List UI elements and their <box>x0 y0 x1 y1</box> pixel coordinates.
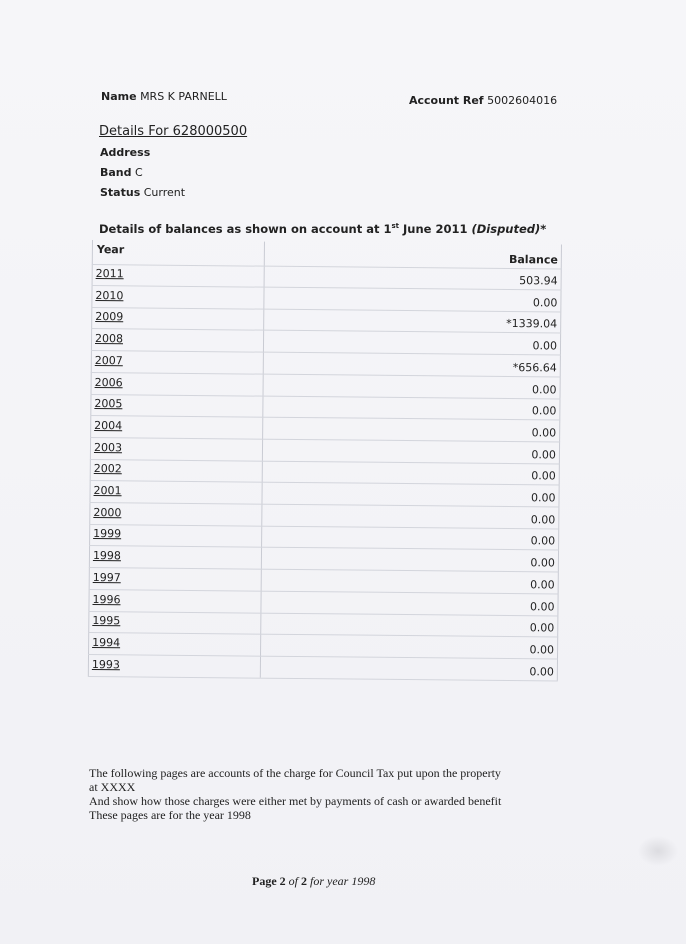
year-cell[interactable]: 2000 <box>93 505 122 519</box>
account-reference: Account Ref 5002604016 <box>409 94 558 107</box>
year-cell[interactable]: 2005 <box>94 397 123 411</box>
year-cell[interactable]: 2002 <box>93 462 122 476</box>
balance-cell: 0.00 <box>531 426 557 440</box>
note-line: The following pages are accounts of the charge for Council Tax put upon the property <box>89 766 501 780</box>
year-cell[interactable]: 2004 <box>94 418 123 433</box>
balance-cell: 0.00 <box>530 556 555 570</box>
balance-cell: 0.00 <box>530 491 556 505</box>
year-cell[interactable]: 2008 <box>94 332 124 346</box>
balance-cell: 0.00 <box>529 599 555 613</box>
balance-cell: 0.00 <box>532 382 557 396</box>
balance-cell: *656.64 <box>512 360 557 375</box>
address-field: Address <box>100 146 151 159</box>
year-column-header: Year <box>96 243 125 257</box>
balance-cell: 0.00 <box>530 578 555 592</box>
year-cell[interactable]: 2003 <box>93 440 123 454</box>
note-line: at XXXX <box>89 780 136 794</box>
year-cell[interactable]: 2009 <box>95 310 124 324</box>
year-cell[interactable]: 1998 <box>92 549 122 563</box>
scan-smudge <box>638 836 678 866</box>
balance-cell: 0.00 <box>532 295 558 310</box>
balance-cell: 0.00 <box>531 404 557 418</box>
balance-column-header: Balance <box>508 253 558 267</box>
explanatory-note <box>89 766 569 822</box>
band-field: Band C <box>100 166 143 179</box>
page-footer: Page 2 of 2 for year 1998 <box>252 874 376 888</box>
customer-name: Name MRS K PARNELL <box>101 90 227 103</box>
details-title: Details For 628000500 <box>99 124 248 139</box>
year-cell[interactable]: 2011 <box>95 267 124 281</box>
balance-cell: 503.94 <box>519 274 558 288</box>
year-cell[interactable]: 2001 <box>93 484 122 498</box>
year-cell[interactable]: 1995 <box>92 614 121 628</box>
balance-cell: 0.00 <box>530 512 556 527</box>
year-cell[interactable]: 1994 <box>92 635 121 650</box>
table-row <box>88 655 558 682</box>
status-field: Status Current <box>100 186 186 199</box>
balance-cell: *1339.04 <box>506 317 558 331</box>
year-cell[interactable]: 2010 <box>95 288 124 302</box>
year-cell[interactable]: 1997 <box>92 570 121 585</box>
year-cell[interactable]: 2006 <box>94 375 123 389</box>
year-cell[interactable]: 1999 <box>93 527 122 541</box>
balance-cell: 0.00 <box>532 339 558 353</box>
year-cell[interactable]: 2007 <box>94 353 123 368</box>
balance-cell: 0.00 <box>530 534 556 548</box>
balance-cell: 0.00 <box>531 447 557 462</box>
balance-cell: 0.00 <box>529 621 555 635</box>
balance-cell: 0.00 <box>529 664 554 679</box>
note-line: These pages are for the year 1998 <box>89 808 251 822</box>
year-cell[interactable]: 1996 <box>92 592 121 606</box>
balance-cell: 0.00 <box>529 643 555 657</box>
note-line: And show how those charges were either met by payments of cash or awarded benefit <box>89 794 502 808</box>
year-cell[interactable]: 1993 <box>91 657 120 671</box>
balances-table <box>88 240 562 680</box>
balance-cell: 0.00 <box>531 469 556 483</box>
balances-title: Details of balances as shown on account at 1st June 2011 (Disputed)* <box>99 222 547 236</box>
